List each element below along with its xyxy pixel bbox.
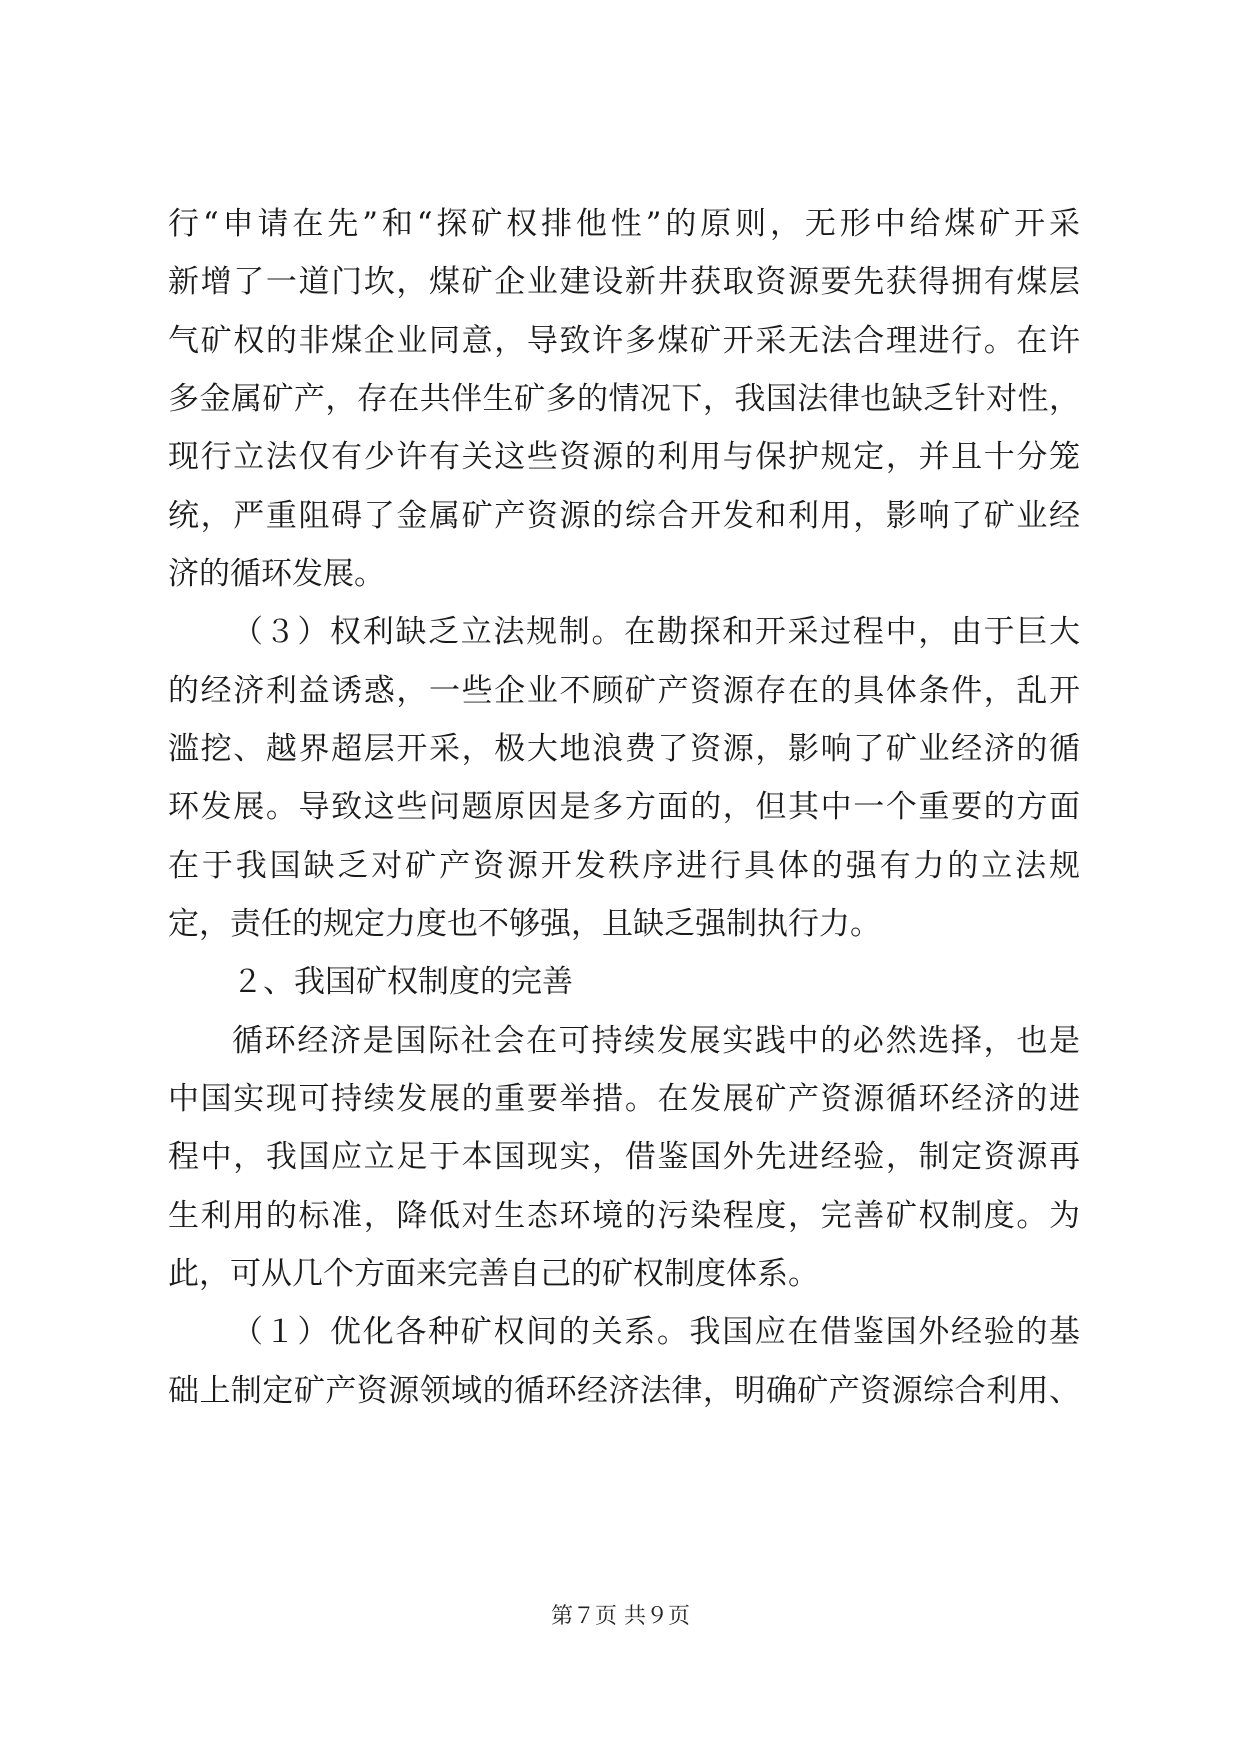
text-line: 环发展。导致这些问题原因是多方面的，但其中一个重要的方面 bbox=[168, 789, 1080, 825]
text-line: 的经济利益诱惑，一些企业不顾矿产资源存在的具体条件，乱开 bbox=[168, 673, 1080, 709]
text-line: 多金属矿产，存在共伴生矿多的情况下，我国法律也缺乏针对性， bbox=[168, 381, 1080, 417]
text-line: 程中，我国应立足于本国现实，借鉴国外先进经验，制定资源再 bbox=[168, 1139, 1080, 1175]
text-line: 在于我国缺乏对矿产资源开发秩序进行具体的强有力的立法规 bbox=[168, 848, 1080, 884]
text-line: 定，责任的规定力度也不够强，且缺乏强制执行力。 bbox=[168, 906, 881, 942]
text-line: 行“申请在先”和“探矿权排他性”的原则，无形中给煤矿开采 bbox=[168, 206, 1080, 242]
text-line: 新增了一道门坎，煤矿企业建设新井获取资源要先获得拥有煤层 bbox=[168, 264, 1080, 300]
text-line: 础上制定矿产资源领域的循环经济法律，明确矿产资源综合利用、 bbox=[168, 1373, 1080, 1409]
text-line: 气矿权的非煤企业同意，导致许多煤矿开采无法合理进行。在许 bbox=[168, 323, 1080, 359]
text-line: （１）优化各种矿权间的关系。我国应在借鉴国外经验的基 bbox=[232, 1314, 1080, 1350]
section-heading: ２、我国矿权制度的完善 bbox=[232, 964, 573, 1000]
text-line: 济的循环发展。 bbox=[168, 556, 385, 592]
text-line: 中国实现可持续发展的重要举措。在发展矿产资源循环经济的进 bbox=[168, 1081, 1080, 1117]
text-line: 现行立法仅有少许有关这些资源的利用与保护规定，并且十分笼 bbox=[168, 439, 1080, 475]
text-line: 生利用的标准，降低对生态环境的污染程度，完善矿权制度。为 bbox=[168, 1198, 1080, 1234]
text-line: 滥挖、越界超层开采，极大地浪费了资源，影响了矿业经济的循 bbox=[168, 731, 1080, 767]
text-line: 此，可从几个方面来完善自己的矿权制度体系。 bbox=[168, 1256, 819, 1292]
page-footer: 第７页 共９页 bbox=[551, 1604, 690, 1629]
text-line: 统，严重阻碍了金属矿产资源的综合开发和利用，影响了矿业经 bbox=[168, 498, 1080, 534]
text-line: 循环经济是国际社会在可持续发展实践中的必然选择，也是 bbox=[232, 1023, 1080, 1059]
text-line: （３）权利缺乏立法规制。在勘探和开采过程中，由于巨大 bbox=[232, 614, 1080, 650]
